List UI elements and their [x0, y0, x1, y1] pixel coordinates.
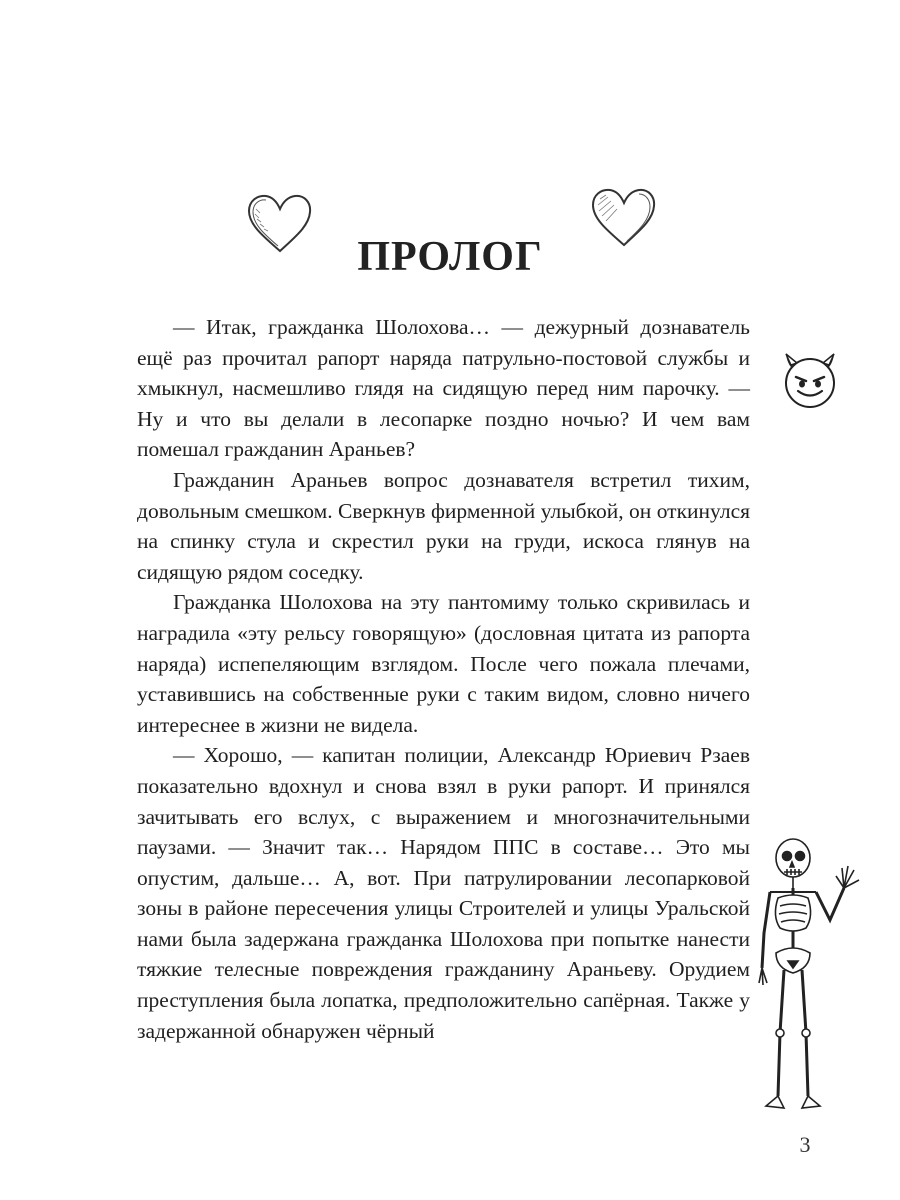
paragraph-3: Гражданка Шолохова на эту пантомиму только скривилась и наградила «эту рельсу говорящую» (дословная цитата из рапорта наряда) испепеляющим взглядом. После чего пожала плечами, уставившись на собственные руки с таким видом, словно ничего интереснее в жизни не видела.	[137, 590, 750, 737]
heart-right-icon	[588, 185, 660, 251]
paragraph-2: Гражданин Араньев вопрос дознавателя встретил тихим, довольным смешком. Сверкнув фирменной улыбкой, он откинулся на спинку стула и скрестил руки на груди, искоса глянув на сидящую рядом соседку.	[137, 467, 750, 584]
paragraph-1: — Итак, гражданка Шолохова… — дежурный дознаватель ещё раз прочитал рапорт наряда патрульно-постовой службы и хмыкнул, насмешливо глядя на сидящую перед ним парочку. — Ну и что вы делали в лесопарке поздно ночью? И чем вам помешал гражданин Араньев?	[137, 315, 750, 462]
page-number: 3	[799, 1132, 811, 1157]
devil-emoji-icon	[777, 345, 843, 411]
skeleton-illustration	[758, 828, 870, 1118]
chapter-title: ПРОЛОГ	[357, 234, 543, 281]
body-text	[137, 312, 750, 1046]
paragraph-4: — Хорошо, — капитан полиции, Александр Юриевич Рзаев показательно вдохнул и снова взял в руки рапорт. И принялся зачитывать его вслух, с выражением и многозначительными паузами. — Значит так… Нарядом ППС в составе… Это мы опустим, дальше… А, вот. При патрулировании лесопарковой зоны в районе пересечения улицы Строителей и улицы Уральской нами была задержана гражданка Шолохова при попытке нанести тяжкие телесные повреждения гражданину Араньеву. Орудием преступления была лопатка, предположительно сапёрная. Также у задержанной обнаружен чёрный	[137, 743, 750, 1043]
